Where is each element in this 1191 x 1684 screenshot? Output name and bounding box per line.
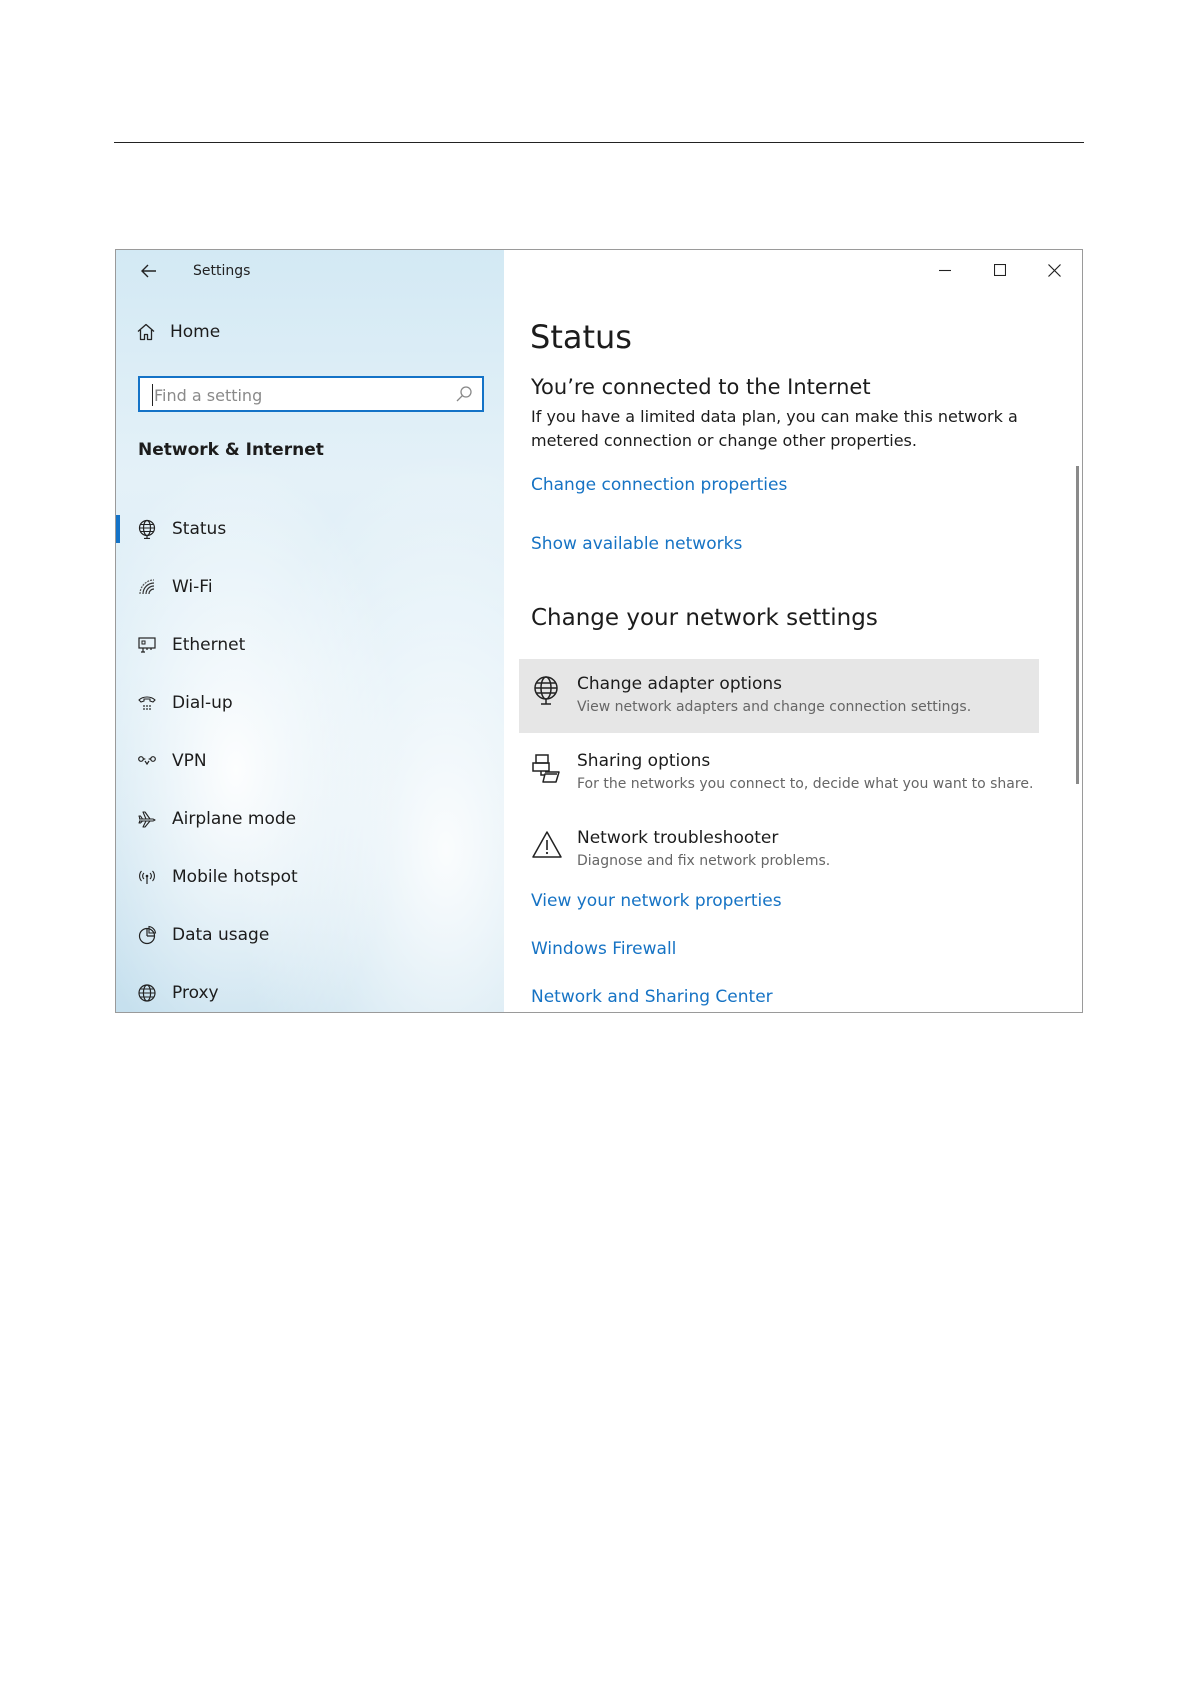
back-button[interactable] — [136, 260, 162, 282]
warning-icon — [531, 829, 563, 861]
page-title: Status — [530, 318, 632, 356]
sidebar-item-proxy[interactable] — [116, 964, 504, 1013]
vpn-icon — [136, 750, 158, 772]
app-title: Settings — [193, 263, 251, 279]
search-box[interactable] — [138, 376, 484, 412]
view-network-properties-link[interactable]: View your network properties — [531, 891, 782, 911]
change-adapter-options[interactable] — [519, 659, 1039, 733]
sidebar-item-vpn[interactable] — [116, 732, 504, 790]
option-subtitle: Diagnose and fix network problems. — [577, 853, 831, 869]
sidebar-item-wifi[interactable] — [116, 558, 504, 616]
globe-icon — [136, 982, 158, 1004]
home-link[interactable] — [136, 322, 220, 342]
search-input[interactable] — [152, 382, 446, 408]
minimize-icon — [939, 264, 951, 276]
page-divider — [114, 142, 1084, 143]
sidebar-item-dialup[interactable] — [116, 674, 504, 732]
data-usage-icon — [136, 924, 158, 946]
network-settings-heading: Change your network settings — [531, 605, 878, 631]
home-label: Home — [170, 322, 221, 342]
option-subtitle: View network adapters and change connection settings. — [577, 699, 972, 715]
option-subtitle: For the networks you connect to, decide what you want to share. — [577, 776, 1034, 792]
home-icon — [136, 322, 156, 342]
network-sharing-center-link[interactable]: Network and Sharing Center — [531, 987, 773, 1007]
minimize-button[interactable] — [917, 250, 972, 290]
sidebar-item-label: Wi-Fi — [172, 577, 213, 597]
airplane-icon — [136, 808, 158, 830]
sidebar-item-mobile-hotspot[interactable] — [116, 848, 504, 906]
section-title: Network & Internet — [138, 440, 324, 460]
main-pane — [504, 250, 1082, 1012]
option-title: Network troubleshooter — [577, 828, 779, 848]
sidebar-item-label: Status — [172, 519, 227, 539]
change-connection-properties-link[interactable]: Change connection properties — [531, 475, 788, 495]
windows-firewall-link[interactable]: Windows Firewall — [531, 939, 677, 959]
back-arrow-icon — [141, 264, 157, 278]
sidebar-nav — [116, 500, 504, 1013]
maximize-icon — [994, 264, 1006, 276]
connection-description: If you have a limited data plan, you can make this network a metered connection or change other properties. — [531, 407, 1018, 450]
connection-heading: You’re connected to the Internet — [531, 375, 871, 399]
close-icon — [1048, 264, 1061, 277]
sidebar-item-label: Mobile hotspot — [172, 867, 298, 887]
sidebar-item-label: Airplane mode — [172, 809, 297, 829]
scrollbar[interactable] — [1076, 466, 1079, 784]
globe-status-icon — [136, 518, 158, 540]
sidebar-item-label: Data usage — [172, 925, 270, 945]
dialup-icon — [136, 692, 158, 714]
show-available-networks-link[interactable]: Show available networks — [531, 534, 743, 554]
sidebar-item-label: VPN — [172, 751, 207, 771]
wifi-icon — [136, 576, 158, 598]
network-troubleshooter[interactable] — [519, 813, 1039, 887]
sidebar-item-label: Proxy — [172, 983, 219, 1003]
sharing-icon — [531, 752, 563, 784]
sharing-options[interactable] — [519, 736, 1039, 810]
sidebar-item-label: Ethernet — [172, 635, 246, 655]
sidebar-item-label: Dial-up — [172, 693, 233, 713]
window-controls — [917, 250, 1082, 290]
hotspot-icon — [136, 866, 158, 888]
ethernet-icon — [136, 634, 158, 656]
sidebar-item-status[interactable] — [116, 500, 504, 558]
close-button[interactable] — [1027, 250, 1082, 290]
sidebar-item-data-usage[interactable] — [116, 906, 504, 964]
sidebar-item-ethernet[interactable] — [116, 616, 504, 674]
option-title: Change adapter options — [577, 674, 783, 694]
sidebar — [116, 250, 504, 1012]
search-icon[interactable] — [454, 384, 474, 404]
maximize-button[interactable] — [972, 250, 1027, 290]
option-title: Sharing options — [577, 751, 711, 771]
settings-window — [115, 249, 1083, 1013]
adapter-globe-icon — [531, 675, 563, 707]
sidebar-item-airplane-mode[interactable] — [116, 790, 504, 848]
